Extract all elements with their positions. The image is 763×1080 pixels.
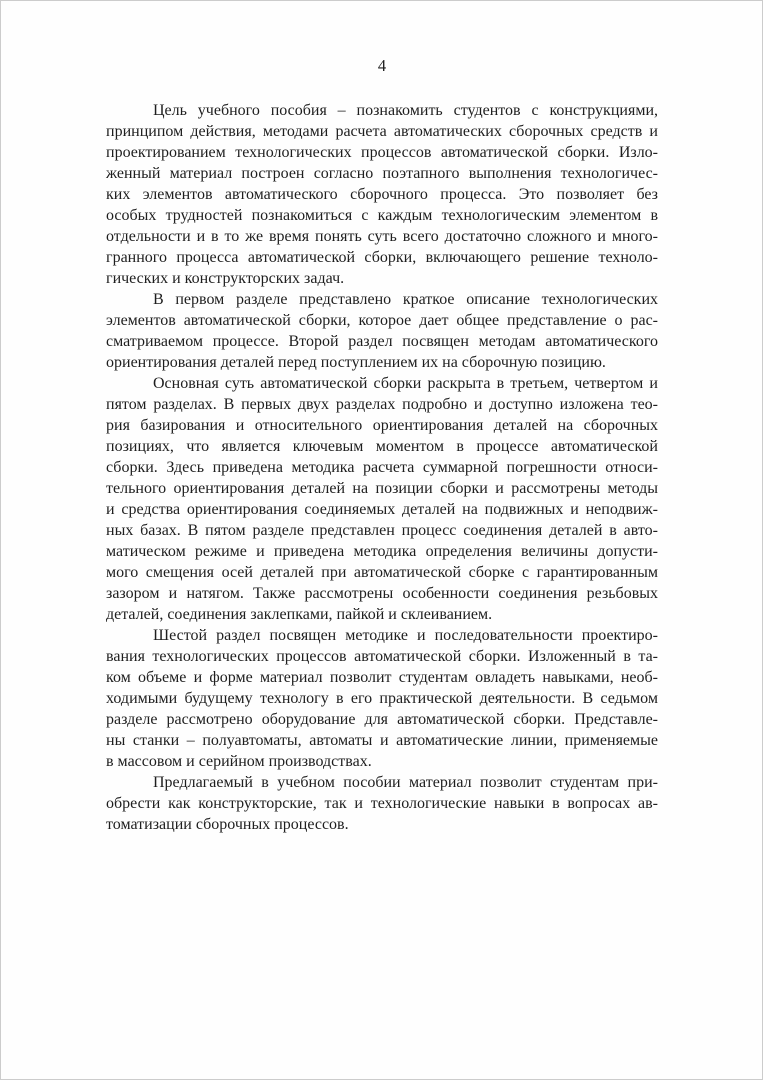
text-line: матическом режиме и приведена методика определения величины допусти- [106,543,658,560]
text-line: Шестой раздел посвящен методике и последовательности проектиро- [153,627,658,644]
text-line: рия базирования и относительного ориентирования деталей на сборочных [106,417,658,434]
text-line: гических и конструкторских задач. [106,270,345,287]
text-line: особых трудностей познакомиться с каждым технологическим элементом в [106,207,658,224]
text-body [106,100,658,835]
paragraph [106,625,658,772]
text-line: томатизации сборочных процессов. [106,816,349,833]
text-line: отдельности и в то же время понять суть всего достаточно сложного и много- [106,228,658,245]
text-line: мого смещения осей деталей при автоматической сборке с гарантированным [106,564,658,581]
text-line: обрести как конструкторские, так и технологические навыки в вопросах ав- [106,795,658,812]
text-line: ких элементов автоматического сборочного процесса. Это позволяет без [106,186,658,203]
text-line: Предлагаемый в учебном пособии материал позволит студентам при- [153,774,658,791]
text-line: В первом разделе представлено краткое описание технологических [153,291,658,308]
text-line: ны станки – полуавтоматы, автоматы и автоматические линии, применяемые [106,732,658,749]
text-line: ориентирования деталей перед поступлением их на сборочную позицию. [106,354,606,371]
paragraph [106,289,658,373]
text-line: деталей, соединения заклепками, пайкой и склеиванием. [106,606,493,623]
text-line: Основная суть автоматической сборки раскрыта в третьем, четвертом и [153,375,658,392]
paragraph [106,373,658,625]
text-line: разделе рассмотрено оборудование для автоматической сборки. Представле- [106,711,658,728]
text-line: ком объеме и форме материал позволит студентам овладеть навыками, необ- [106,669,658,686]
text-line: женный материал построен согласно поэтапного выполнения технологичес- [106,165,658,182]
text-line: принципом действия, методами расчета автоматических сборочных средств и [106,123,658,140]
text-line: ных базах. В пятом разделе представлен процесс соединения деталей в авто- [106,522,658,539]
paragraph [106,772,658,835]
paragraph [106,100,658,289]
text-line: проектированием технологических процессов автоматической сборки. Изло- [106,144,658,161]
text-line: сматриваемом процессе. Второй раздел посвящен методам автоматического [106,333,658,350]
text-line: элементов автоматической сборки, которое дает общее представление о рас- [106,312,658,329]
page-number: 4 [377,56,387,75]
text-line: сборки. Здесь приведена методика расчета суммарной погрешности относи- [106,459,658,476]
text-line: позициях, что является ключевым моментом в процессе автоматической [106,438,658,455]
text-line: и средства ориентирования соединяемых деталей на подвижных и неподвиж- [106,501,658,518]
text-line: зазором и натягом. Также рассмотрены особенности соединения резьбовых [106,585,658,602]
text-line: вания технологических процессов автоматической сборки. Изложенный в та- [106,648,658,665]
text-line: гранного процесса автоматической сборки, включающего решение техноло- [106,249,658,266]
text-line: Цель учебного пособия – познакомить студентов с конструкциями, [153,102,658,119]
text-line: тельного ориентирования деталей на позиции сборки и рассмотрены методы [106,480,658,497]
text-line: ходимыми будущему технологу в его практической деятельности. В седьмом [106,690,658,707]
text-line: пятом разделах. В первых двух разделах подробно и доступно изложена тео- [106,396,658,413]
text-line: в массовом и серийном производствах. [106,753,372,770]
